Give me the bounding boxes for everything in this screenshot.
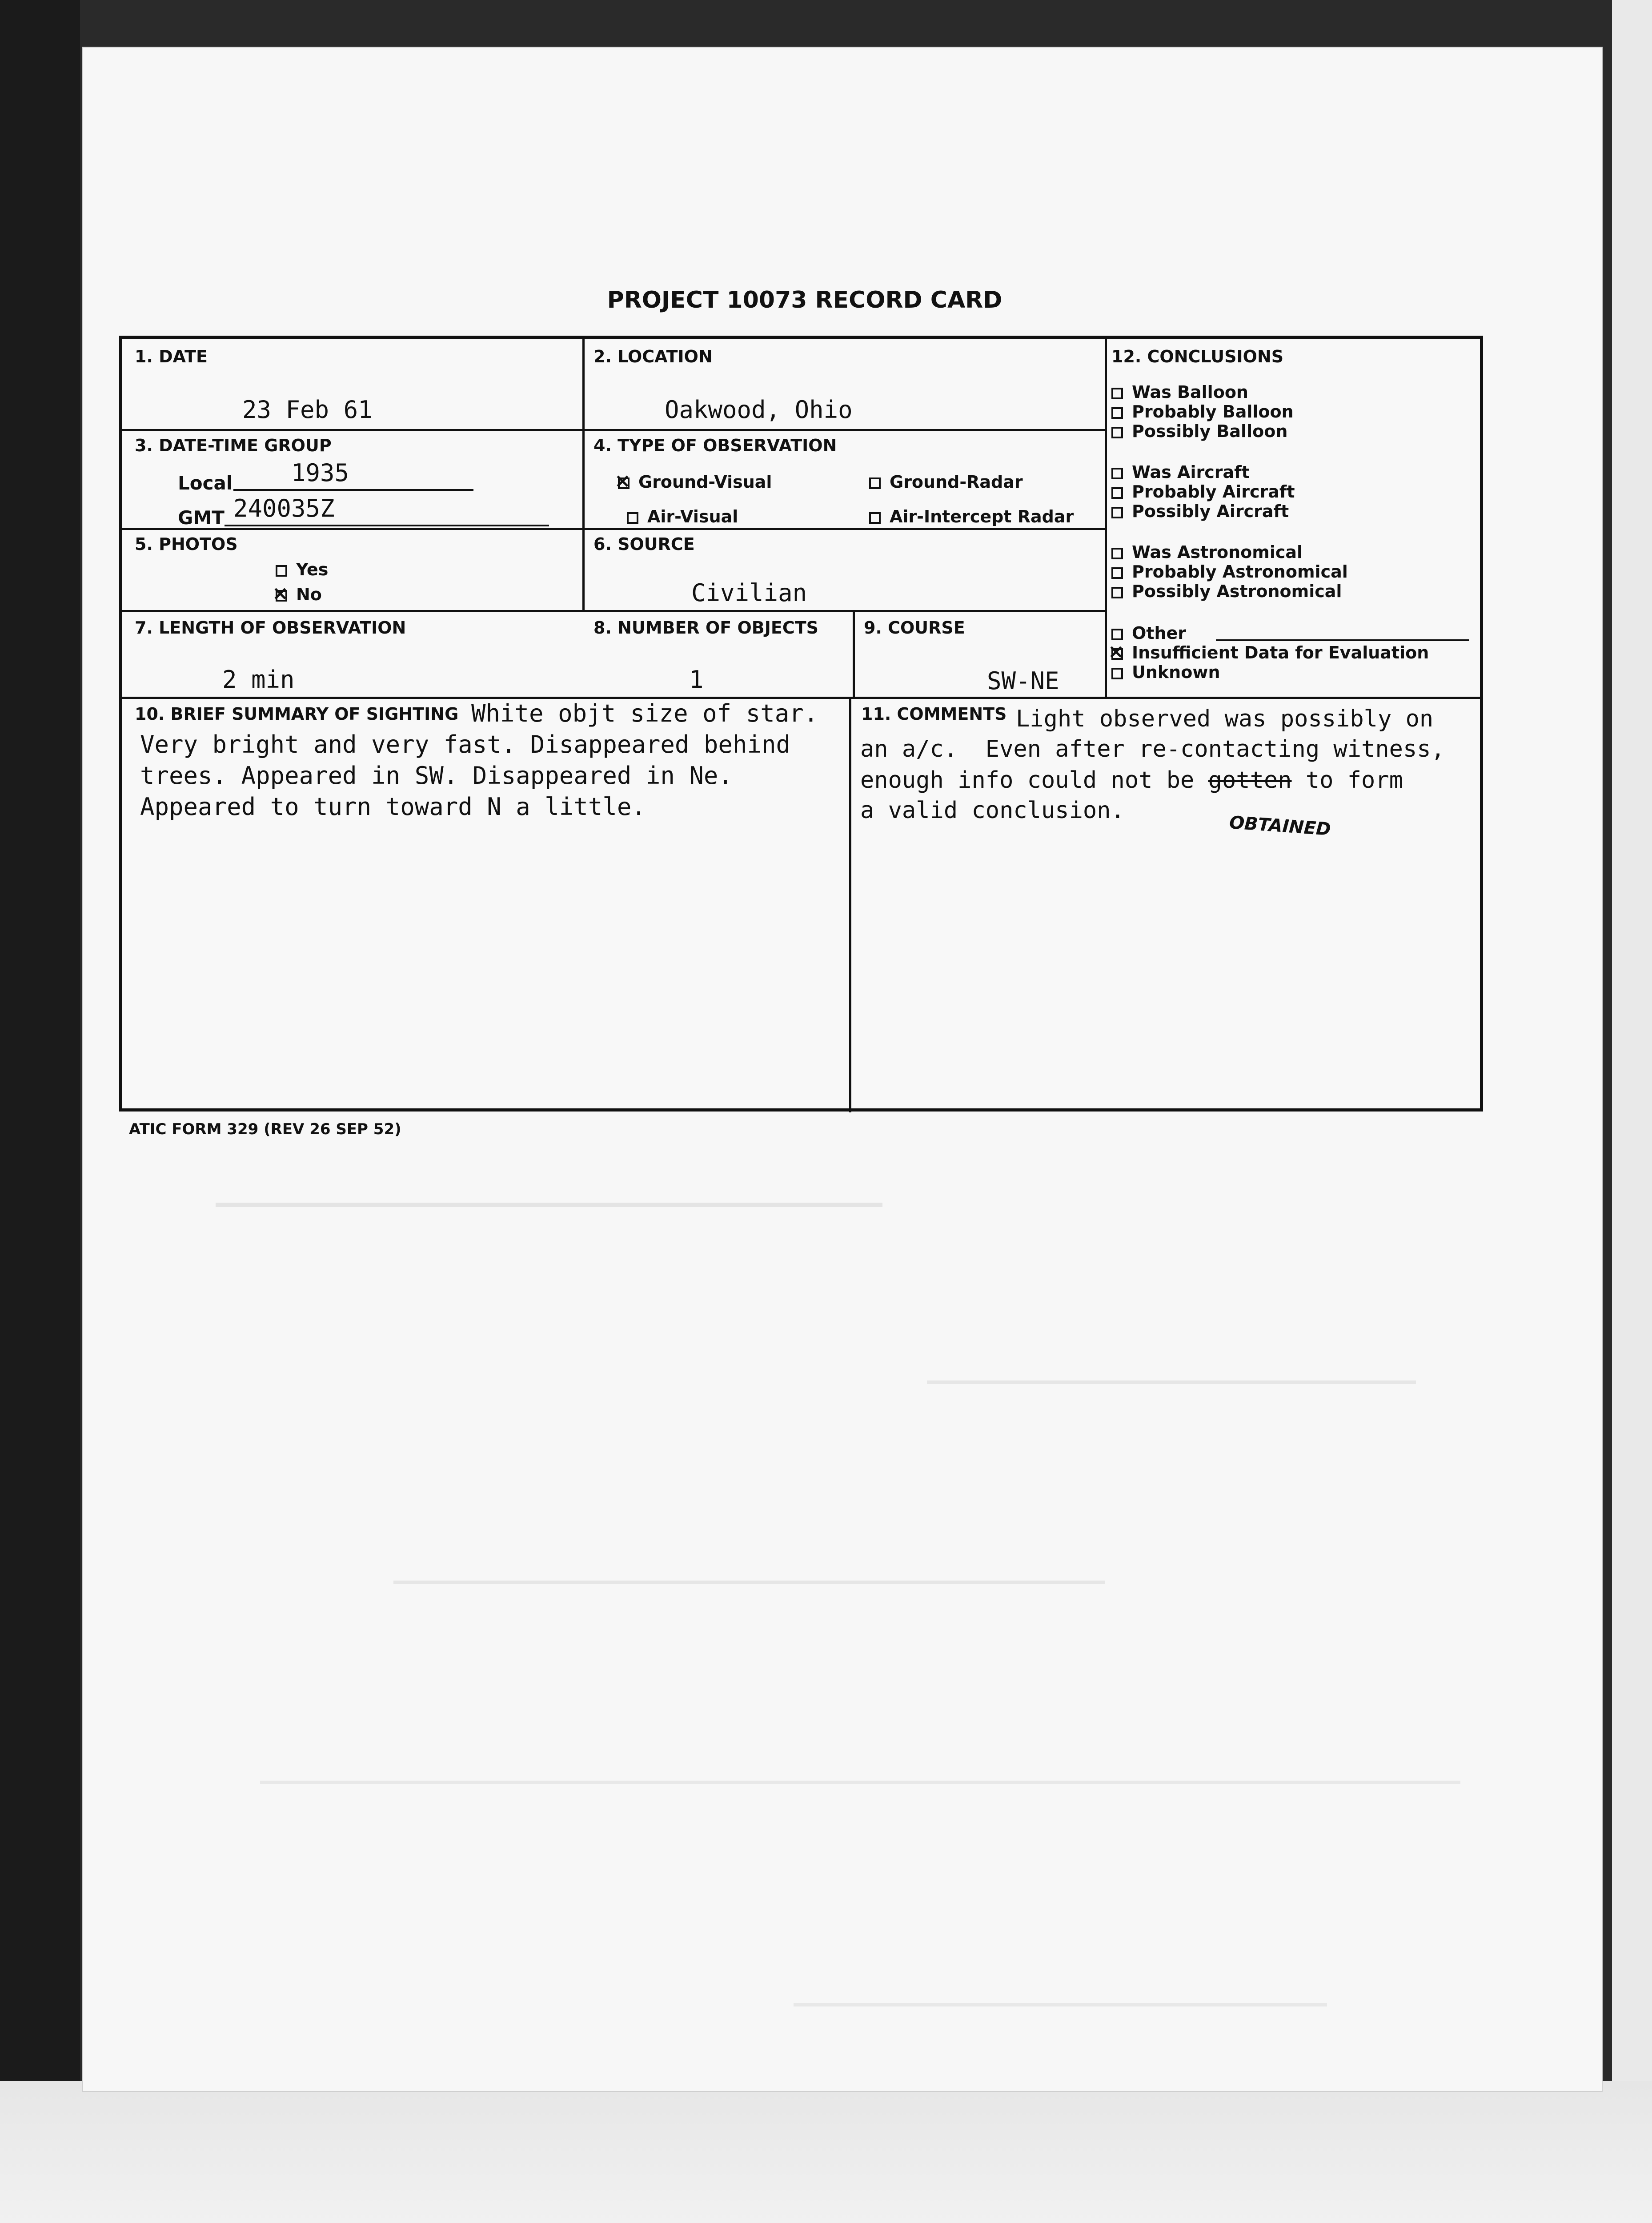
form-number: ATIC FORM 329 (REV 26 SEP 52)	[129, 1120, 401, 1138]
conclusion-was-balloon	[1111, 382, 1248, 402]
summary-line-1: White objt size of star.	[471, 699, 818, 727]
comments-line-3b: to form	[1291, 767, 1403, 794]
checkbox-unknown[interactable]	[1111, 668, 1123, 679]
photos-label: 5. PHOTOS	[135, 534, 238, 554]
comments-line-3a: enough info could not be	[860, 767, 1208, 794]
checkbox-ground-visual[interactable]	[618, 478, 630, 489]
conclusion-probably-astronomical	[1111, 562, 1348, 582]
comments-label: 11. COMMENTS	[861, 704, 1007, 724]
conclusions-label: 12. CONCLUSIONS	[1111, 347, 1284, 366]
length-label: 7. LENGTH OF OBSERVATION	[135, 618, 406, 638]
conclusion-insufficient-data-text: Insufficient Data for Evaluation	[1132, 643, 1429, 662]
summary-line-3: trees. Appeared in SW. Disappeared in Ne.	[140, 762, 733, 790]
conclusion-possibly-astronomical-text: Possibly Astronomical	[1132, 582, 1342, 601]
photos-yes	[276, 560, 328, 579]
comments-line-3	[860, 765, 1403, 796]
checkbox-was-aircraft[interactable]	[1111, 468, 1123, 479]
obs-type-label: 4. TYPE OF OBSERVATION	[593, 436, 837, 455]
course-value: SW-NE	[987, 667, 1059, 695]
checkbox-ground-radar[interactable]	[869, 478, 881, 489]
checkbox-was-astronomical[interactable]	[1111, 548, 1123, 559]
length-value: 2 min	[222, 666, 295, 694]
checkbox-probably-astronomical[interactable]	[1111, 567, 1123, 579]
summary-label: 10. BRIEF SUMMARY OF SIGHTING	[135, 704, 459, 724]
obs-ground-radar	[869, 472, 1023, 492]
conclusion-possibly-aircraft-text: Possibly Aircraft	[1132, 502, 1289, 521]
conclusion-probably-balloon	[1111, 402, 1294, 421]
photos-no	[276, 585, 322, 604]
conclusion-probably-aircraft-text: Probably Aircraft	[1132, 482, 1295, 502]
date-label: 1. DATE	[135, 347, 208, 366]
comments-struck-word: gotten	[1208, 767, 1292, 794]
dtg-gmt-underline	[225, 525, 549, 526]
bleed-through-block-5	[794, 2003, 1327, 2006]
num-objects-label: 8. NUMBER OF OBJECTS	[593, 618, 819, 638]
background-lower	[0, 2081, 1652, 2223]
conclusion-was-astronomical	[1111, 542, 1303, 562]
dtg-gmt-label: GMT	[178, 507, 225, 529]
location-label: 2. LOCATION	[593, 347, 713, 366]
conclusion-probably-astronomical-text: Probably Astronomical	[1132, 562, 1348, 582]
photos-yes-text: Yes	[296, 560, 329, 579]
divider-h3	[122, 610, 1105, 612]
source-label: 6. SOURCE	[593, 534, 695, 554]
summary-line-2: Very bright and very fast. Disappeared behind	[140, 730, 790, 758]
conclusion-possibly-balloon-text: Possibly Balloon	[1132, 421, 1288, 441]
other-underline	[1216, 639, 1469, 641]
conclusion-probably-aircraft	[1111, 482, 1295, 502]
divider-h1	[122, 429, 1105, 431]
conclusion-unknown-text: Unknown	[1132, 662, 1220, 682]
obs-ground-radar-text: Ground-Radar	[890, 472, 1023, 492]
record-card	[119, 336, 1483, 1112]
conclusion-was-balloon-text: Was Balloon	[1132, 382, 1248, 402]
conclusion-insufficient-data	[1111, 643, 1429, 662]
checkbox-air-visual[interactable]	[627, 512, 638, 524]
divider-v1	[582, 339, 585, 610]
bleed-through-block-1	[216, 1203, 882, 1207]
divider-v3	[853, 610, 855, 697]
divider-h2	[122, 528, 1105, 530]
comments-line-2: an a/c. Even after re-contacting witness,	[860, 736, 1445, 762]
conclusion-other-text: Other	[1132, 623, 1187, 643]
checkbox-possibly-astronomical[interactable]	[1111, 587, 1123, 598]
bleed-through-block-4	[260, 1781, 1460, 1784]
conclusion-possibly-balloon	[1111, 421, 1287, 441]
summary-line-4: Appeared to turn toward N a little.	[140, 793, 646, 821]
film-border-right	[1612, 0, 1652, 2099]
dtg-local-underline	[233, 489, 473, 491]
obs-air-visual-text: Air-Visual	[647, 507, 738, 526]
checkbox-photos-no[interactable]	[276, 590, 287, 602]
checkbox-photos-yes[interactable]	[276, 565, 287, 577]
obs-air-visual	[627, 507, 738, 526]
obs-ground-visual	[618, 472, 772, 492]
checkbox-possibly-balloon[interactable]	[1111, 427, 1123, 438]
divider-v2	[1105, 339, 1107, 697]
checkbox-other[interactable]	[1111, 629, 1123, 640]
location-value: Oakwood, Ohio	[665, 396, 853, 424]
checkbox-was-balloon[interactable]	[1111, 388, 1123, 399]
dtg-local-label: Local	[178, 472, 233, 494]
num-objects-value: 1	[689, 666, 704, 694]
film-border-left	[0, 0, 80, 2099]
dtg-local-value: 1935	[291, 459, 349, 487]
dtg-gmt-value: 240035Z	[233, 494, 335, 522]
comments-line-1: Light observed was possibly on	[1016, 706, 1434, 732]
checkbox-probably-aircraft[interactable]	[1111, 487, 1123, 499]
dtg-label: 3. DATE-TIME GROUP	[135, 436, 332, 455]
comments-line-4: a valid conclusion.	[860, 797, 1125, 824]
checkbox-air-intercept[interactable]	[869, 512, 881, 524]
bleed-through-block-2	[927, 1380, 1416, 1384]
photos-no-text: No	[296, 585, 322, 604]
checkbox-possibly-aircraft[interactable]	[1111, 507, 1123, 518]
card-title: PROJECT 10073 RECORD CARD	[607, 287, 1002, 313]
conclusion-possibly-astronomical	[1111, 582, 1342, 601]
checkbox-probably-balloon[interactable]	[1111, 407, 1123, 419]
conclusion-was-aircraft	[1111, 462, 1250, 482]
handwritten-correction: OBTAINED	[1228, 812, 1331, 840]
conclusion-possibly-aircraft	[1111, 502, 1289, 521]
obs-air-intercept-text: Air-Intercept Radar	[890, 507, 1074, 526]
conclusion-unknown	[1111, 662, 1220, 682]
conclusion-was-astronomical-text: Was Astronomical	[1132, 542, 1303, 562]
course-label: 9. COURSE	[864, 618, 965, 638]
obs-ground-visual-text: Ground-Visual	[638, 472, 772, 492]
conclusion-was-aircraft-text: Was Aircraft	[1132, 462, 1250, 482]
source-value: Civilian	[691, 579, 807, 607]
checkbox-insufficient-data[interactable]	[1111, 648, 1123, 660]
obs-air-intercept	[869, 507, 1074, 526]
conclusion-probably-balloon-text: Probably Balloon	[1132, 402, 1294, 421]
date-value: 23 Feb 61	[242, 396, 373, 424]
divider-v4	[849, 697, 851, 1112]
bleed-through-block-3	[393, 1581, 1105, 1584]
